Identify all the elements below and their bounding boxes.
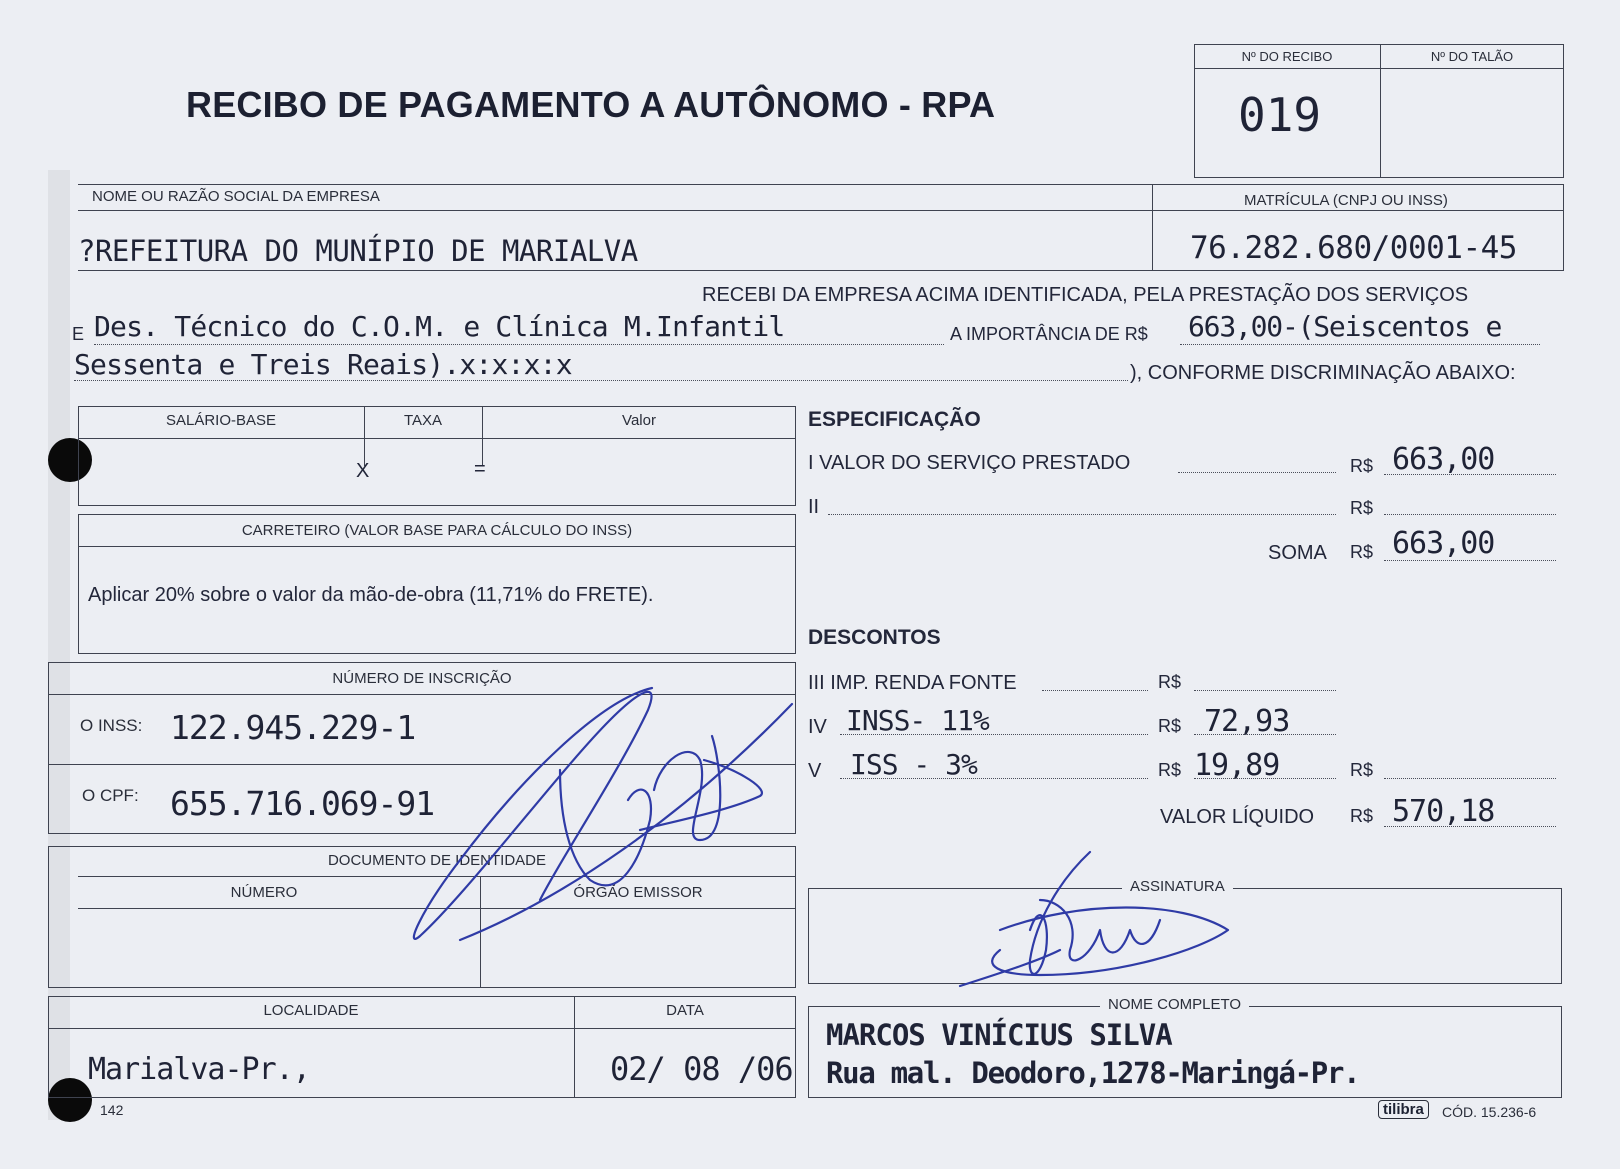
form-code: CÓD. 15.236-6 (1442, 1104, 1537, 1120)
carreteiro-label: CARRETEIRO (VALOR BASE PARA CÁLCULO DO INSS) (241, 522, 633, 539)
soma-label: SOMA (1268, 542, 1327, 564)
item2-label: II (808, 496, 820, 518)
item1-label: I VALOR DO SERVIÇO PRESTADO (808, 452, 1131, 474)
taxa-label: TAXA (403, 412, 443, 429)
importancia-label: A IMPORTÂNCIA DE R$ (950, 324, 1148, 344)
liquido-currency: R$ (1350, 806, 1374, 826)
soma-currency: R$ (1350, 542, 1374, 562)
item5-extra-currency: R$ (1350, 760, 1374, 780)
amount-written-1: 663,00-(Seiscentos e (1188, 310, 1502, 343)
amount-written-2: Sessenta e Treis Reais).x:x:x:x (74, 348, 572, 381)
doc-orgao-label: ÓRGÃO EMISSOR (573, 884, 703, 901)
localidade-label: LOCALIDADE (263, 1002, 359, 1019)
recibo-label: Nº DO RECIBO (1241, 49, 1333, 64)
inscricao-label: NÚMERO DE INSCRIÇÃO (332, 670, 512, 687)
item3-currency: R$ (1158, 672, 1182, 692)
service-description: Des. Técnico do C.O.M. e Clínica M.Infantil (94, 310, 785, 343)
inss-label: O INSS: (80, 716, 143, 735)
company-name-value: ?REFEITURA DO MUNÍPIO DE MARIALVA (78, 234, 638, 268)
item3-label: III IMP. RENDA FONTE (808, 672, 1017, 694)
carreteiro-note: Aplicar 20% sobre o valor da mão-de-obra (11,71% do FRETE). (88, 584, 654, 606)
times-sign: X (356, 460, 370, 482)
matricula-value: 76.282.680/0001-45 (1190, 230, 1517, 266)
talao-label: Nº DO TALÃO (1430, 49, 1514, 64)
nome-line1: MARCOS VINÍCIUS SILVA (826, 1018, 1172, 1052)
nome-label: NOME COMPLETO (1100, 996, 1249, 1013)
data-label: DATA (666, 1002, 704, 1019)
liquido-label: VALOR LÍQUIDO (1160, 806, 1315, 828)
brand-text: tilibra (1383, 1101, 1424, 1118)
equals-sign: = (474, 458, 486, 480)
cpf-label: O CPF: (82, 786, 139, 805)
assinatura-label: ASSINATURA (1122, 878, 1233, 895)
statement-prefix: E (72, 324, 85, 344)
soma-value: 663,00 (1392, 526, 1495, 561)
form-number: 142 (100, 1102, 124, 1118)
item1-value: 663,00 (1392, 442, 1495, 477)
item5-prefix: V (808, 760, 822, 782)
item5-value: 19,89 (1194, 748, 1280, 783)
nome-line2: Rua mal. Deodoro,1278-Maringá-Pr. (826, 1056, 1360, 1090)
documento-label: DOCUMENTO DE IDENTIDADE (327, 852, 547, 869)
especificacao-title: ESPECIFICAÇÃO (808, 408, 981, 431)
descontos-title: DESCONTOS (808, 626, 941, 649)
item4-currency: R$ (1158, 716, 1182, 736)
item4-prefix: IV (808, 716, 827, 738)
item1-currency: R$ (1350, 456, 1374, 476)
statement-line1: RECEBI DA EMPRESA ACIMA IDENTIFICADA, PELA PRESTAÇÃO DOS SERVIÇOS (702, 284, 1469, 306)
salary-base-label: SALÁRIO-BASE (165, 412, 277, 429)
localidade-value: Marialva-Pr., (88, 1052, 310, 1087)
inss-number: 122.945.229-1 (170, 708, 416, 747)
matricula-label: MATRÍCULA (CNPJ OU INSS) (1244, 192, 1448, 209)
item5-description: ISS - 3% (850, 748, 977, 781)
valor-label: Valor (622, 412, 656, 429)
liquido-value: 570,18 (1392, 794, 1495, 829)
company-name-label: NOME OU RAZÃO SOCIAL DA EMPRESA (92, 188, 380, 205)
statement-line3-end: ), CONFORME DISCRIMINAÇÃO ABAIXO: (1130, 362, 1516, 384)
cpf-number: 655.716.069-91 (170, 784, 435, 823)
item4-value: 72,93 (1204, 704, 1290, 739)
data-value: 02/ 08 /06 (610, 1050, 793, 1088)
page-title: RECIBO DE PAGAMENTO A AUTÔNOMO - RPA (186, 84, 996, 125)
item5-currency: R$ (1158, 760, 1182, 780)
recibo-number: 019 (1238, 88, 1322, 142)
item4-description: INSS- 11% (846, 704, 989, 737)
item2-currency: R$ (1350, 498, 1374, 518)
doc-numero-label: NÚMERO (230, 884, 298, 901)
